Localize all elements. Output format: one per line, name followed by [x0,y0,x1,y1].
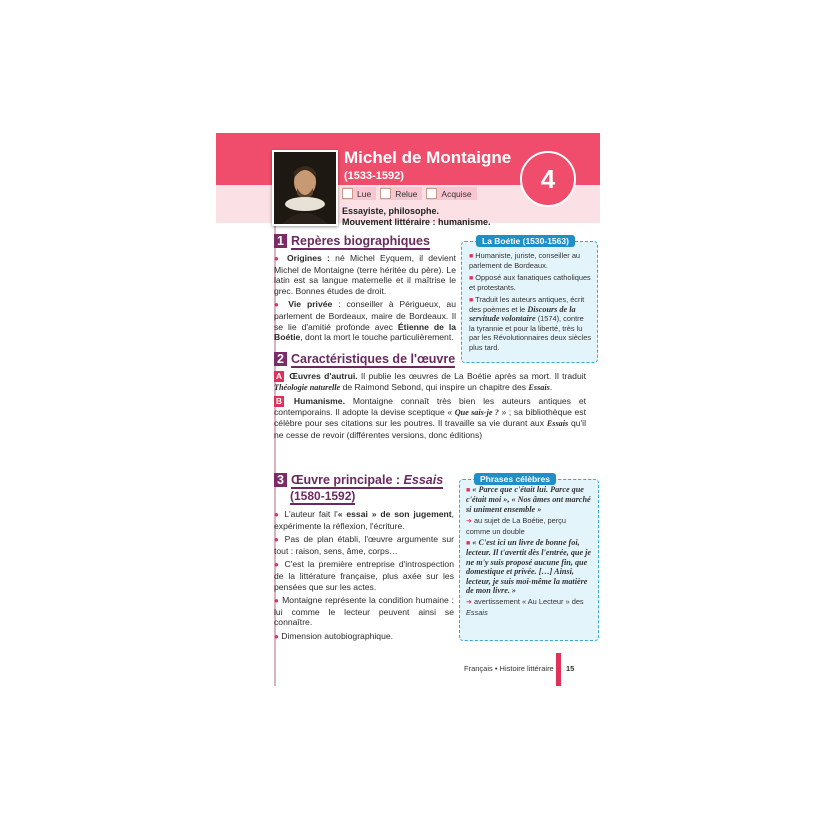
checkbox-label: Lue [357,188,372,199]
section-number: 3 [274,473,287,487]
checkbox-lue[interactable] [342,187,376,200]
section-2-body [274,371,586,444]
quote-note [466,516,592,536]
item-text: Traduit les auteurs antiques, écrit des poèmes et le [469,294,585,315]
text: » ; sa bibliothèque est célèbre pour ses citations sur les poutres. Il travaille sa vie durant aux [274,406,586,429]
list-item [274,509,454,531]
arrow-icon: ➜ [466,518,472,526]
emphasis: « essai » de son jugement [337,509,452,519]
list-item [274,595,454,628]
work-title: Théologie naturelle [274,382,341,392]
section-title [291,473,443,489]
phrases-box-text [466,485,592,619]
chapter-number-badge: 4 [520,151,576,207]
checkbox-icon[interactable] [380,188,391,199]
section-1-body [274,253,456,346]
boetie-box-text [469,251,591,354]
paragraph-oeuvres-autrui [274,371,586,393]
item-text: Humaniste, juriste, conseiller au parlement de Bordeaux. [469,251,581,271]
work-title: Discours de la servitude volontaire [469,305,576,324]
letter-badge: A [275,371,283,381]
bullet-icon: ● [274,510,281,519]
quote: Que sais-je ? [454,407,499,417]
section-number: 1 [274,234,287,248]
square-bullet-icon: ■ [469,253,474,260]
section-title: Repères biographiques [291,234,430,248]
boetie-box-tag: La Boétie (1530-1563) [476,235,575,247]
progress-checkboxes [342,187,477,200]
text: né Michel Eyquem, il devient Michel de Montaigne (terre héritée du père). Le latin est sa langue maternelle et il maîtrise le grec. Bonnes études de droit. [274,253,456,296]
footer-accent-bar [556,653,561,686]
bullet-icon: ● [274,560,281,570]
quote-item [466,485,592,514]
section-title: Caractéristiques de l'œuvre [291,352,456,366]
quote-item [466,538,592,595]
section-2-heading [274,352,455,366]
description-line: Essayiste, philosophe. [342,206,440,216]
checkbox-label: Relue [395,188,418,199]
checkbox-label: Acquise [441,188,472,199]
bullet-icon: ● [274,535,281,545]
bullet-icon: ● [274,631,279,641]
text: Dimension autobiographique. [281,630,394,641]
bullet-icon: ● [274,596,280,606]
work-title: Essais [403,473,444,487]
note-text: au sujet de La Boétie, perçu comme un double [466,516,566,536]
checkbox-acquise[interactable] [426,187,476,200]
page-number: 15 [566,664,575,673]
label: Œuvres d'autrui. [289,371,358,381]
square-bullet-icon: ■ [469,296,474,304]
bullet-icon: ● [274,300,283,310]
section-3-years: (1580-1592) [290,489,356,503]
section-3-body [274,509,454,646]
item-text: (1574), contre la tyrannie et pour la liberté, très lu par les Révolutionnaires deux siècles plus tard. [469,314,592,352]
square-bullet-icon: ■ [469,274,474,282]
square-bullet-icon: ■ [466,487,471,494]
author-dates: (1533-1592) [344,170,404,182]
list-item [469,295,591,352]
note-text: avertissement « Au Lecteur » des [473,597,584,607]
work-title: Essais [466,607,488,617]
quote-note [466,597,592,617]
section-3-heading [274,473,443,487]
section-1-heading [274,234,430,248]
text: Pas de plan établi, l'œuvre argumente sur tout : raison, sens, âme, corps… [274,534,454,556]
arrow-icon: ➜ [466,599,472,607]
list-item [274,631,454,643]
description-line: Mouvement littéraire : humanisme. [342,217,491,227]
label: Origines : [286,253,330,263]
section-number: 2 [274,352,287,366]
title-prefix: Œuvre principale : [291,473,404,487]
work-title: Essais [546,419,569,429]
book-page [216,133,600,686]
text: , expérimente la réflexion, l'écriture. [274,509,454,531]
paragraph-humanisme [274,396,586,440]
item-text: Opposé aux fanatiques catholiques et protestants. [469,272,591,293]
page-title: Michel de Montaigne [344,148,512,167]
text: Il publie les œuvres de La Boétie après sa mort. Il traduit [357,371,587,381]
checkbox-icon[interactable] [426,188,437,199]
checkbox-icon[interactable] [342,188,353,199]
label: Vie privée [288,299,333,310]
letter-badge: B [275,396,283,407]
checkbox-relue[interactable] [380,187,422,200]
work-title: Essais [528,382,550,392]
list-item [274,559,454,592]
montaigne-portrait [272,150,338,226]
text: de Raimond Sebond, qui inspire un chapitre des [340,381,529,392]
text: L'auteur fait l' [284,509,338,519]
text: , dont la mort le touche particulièrement. [300,332,454,343]
paragraph-vie-privee [274,299,456,342]
list-item [469,273,591,293]
author-description [342,206,491,228]
quote: « Parce que c'était lui. Parce que c'était moi », « Nos âmes ont marché si uniment ensemble » [466,485,591,514]
text: : conseiller à Périgueux, au parlement de Bordeaux, maire de Bordeaux. Il se lie d'amitié profonde avec [274,299,456,332]
list-item [469,251,591,271]
text: . [549,381,553,392]
text: C'est la première entreprise d'introspection de la littérature française, plus axée sur les pensées que sur les actes. [274,559,454,592]
phrases-box-tag: Phrases célèbres [474,473,556,485]
boetie-name: Étienne de la Boétie [274,321,456,343]
label: Humanisme. [293,396,345,407]
footer-label: Français • Histoire littéraire [464,664,554,673]
quote: « C'est ici un livre de bonne foi, lecteur. Il t'avertit dès l'entrée, que je ne m'y suis proposé aucune fin, que domestique et privée. […] Ainsi, lecteur, je suis moi-même la matière de mon livre. » [466,538,592,596]
square-bullet-icon: ■ [466,540,471,548]
list-item [274,534,454,556]
text: qu'il ne cesse de revoir (différentes versions, donc éditions) [274,418,587,440]
bullet-icon: ● [274,254,282,263]
paragraph-origines [274,253,456,296]
text: Montaigne connaît très bien les auteurs antiques et contemporains. Il adopte la devise sceptique « [274,396,586,417]
text: Montaigne représente la condition humaine : lui comme le lecteur peuvent ainsi se connaître. [274,595,454,628]
